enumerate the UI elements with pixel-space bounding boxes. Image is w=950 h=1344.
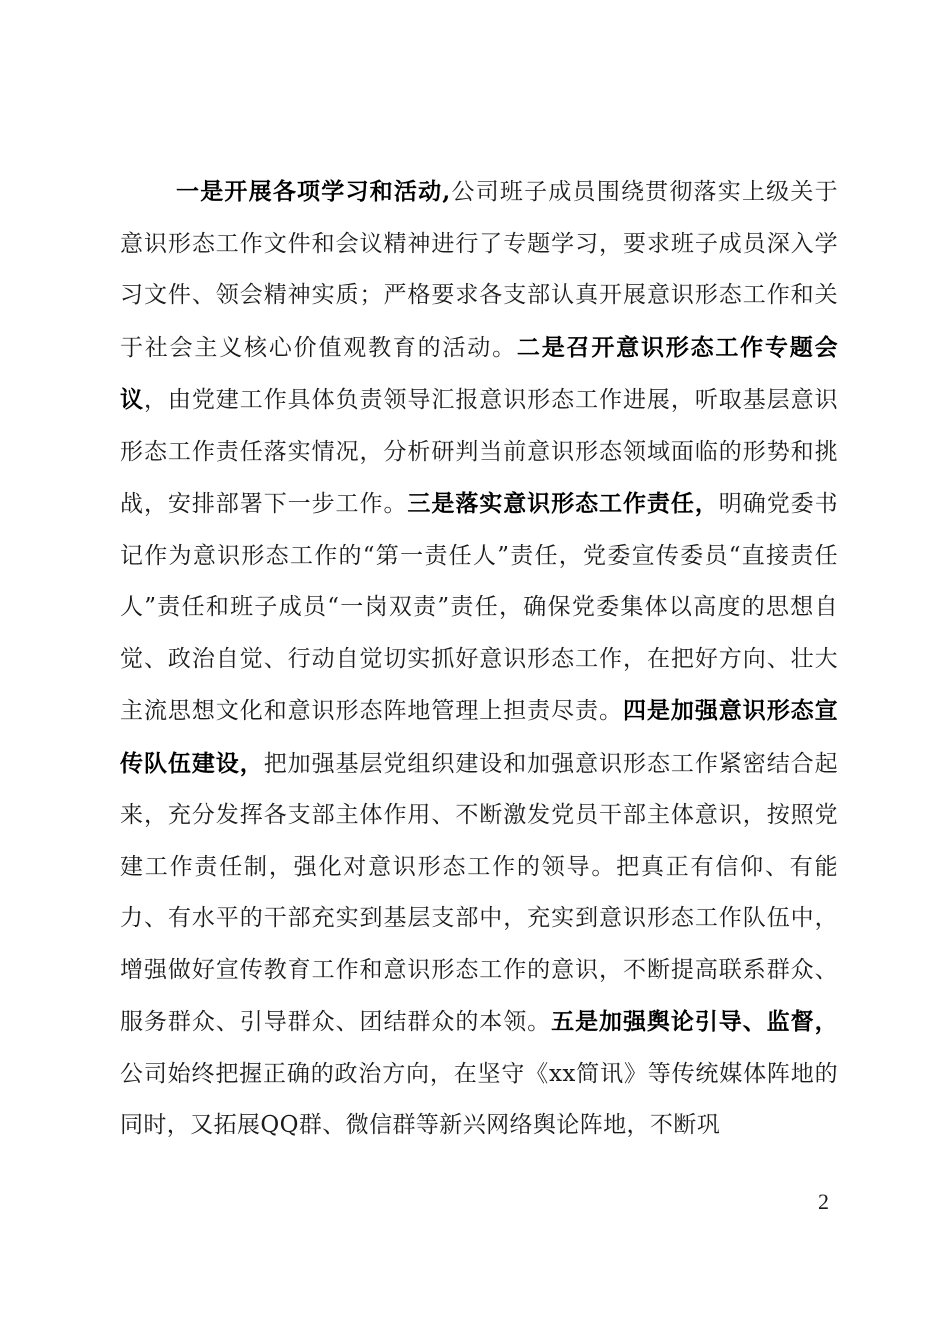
- page-number: 2: [818, 1189, 829, 1214]
- point-four-heading: 四是加强意识形态宣传队伍建设，: [120, 697, 838, 777]
- body-paragraph: [120, 166, 838, 1152]
- point-two-text: ，由党建工作具体负责领导汇报意识形态工作进展，听取基层意识形态工作责任落实情况，分析研判当前意识形态领域面临的形势和挑战，安排部署下一步工作。: [120, 387, 838, 517]
- point-five-text: 公司始终把握正确的政治方向，在坚守《xx简讯》等传统媒体阵地的同时，又拓展QQ群、微信群等新兴网络舆论阵地，不断巩: [120, 1060, 838, 1138]
- point-three-text: 明确党委书记作为意识形态工作的“第一责任人”责任，党委宣传委员“直接责任人”责任和班子成员“一岗双责”责任，确保党委集体以高度的思想自觉、政治自觉、行动自觉切实抓好意识形态工作，在把好方向、壮大主流思想文化和意识形态阵地管理上担责尽责。: [120, 491, 839, 724]
- point-four-text: 把加强基层党组织建设和加强意识形态工作紧密结合起来，充分发挥各支部主体作用、不断激发党员干部主体意识，按照党建工作责任制，强化对意识形态工作的领导。把真正有信仰、有能力、有水平的干部充实到基层支部中，充实到意识形态工作队伍中，增强做好宣传教育工作和意识形态工作的意识，不断提高联系群众、服务群众、引导群众、团结群众的本领。: [120, 750, 838, 1035]
- point-one-text: 公司班子成员围绕贯彻落实上级关于意识形态工作文件和会议精神进行了专题学习，要求班子成员深入学习文件、领会精神实质；严格要求各支部认真开展意识形态工作和关于社会主义核心价值观教育的活动。: [120, 179, 838, 361]
- point-three-heading: 三是落实意识形态工作责任，: [407, 490, 719, 517]
- point-two-heading: 二是召开意识形态工作专题会议: [120, 333, 839, 413]
- point-five-heading: 五是加强舆论引导、监督，: [551, 1008, 838, 1035]
- point-one-heading: 一是开展各项学习和活动,: [176, 178, 451, 205]
